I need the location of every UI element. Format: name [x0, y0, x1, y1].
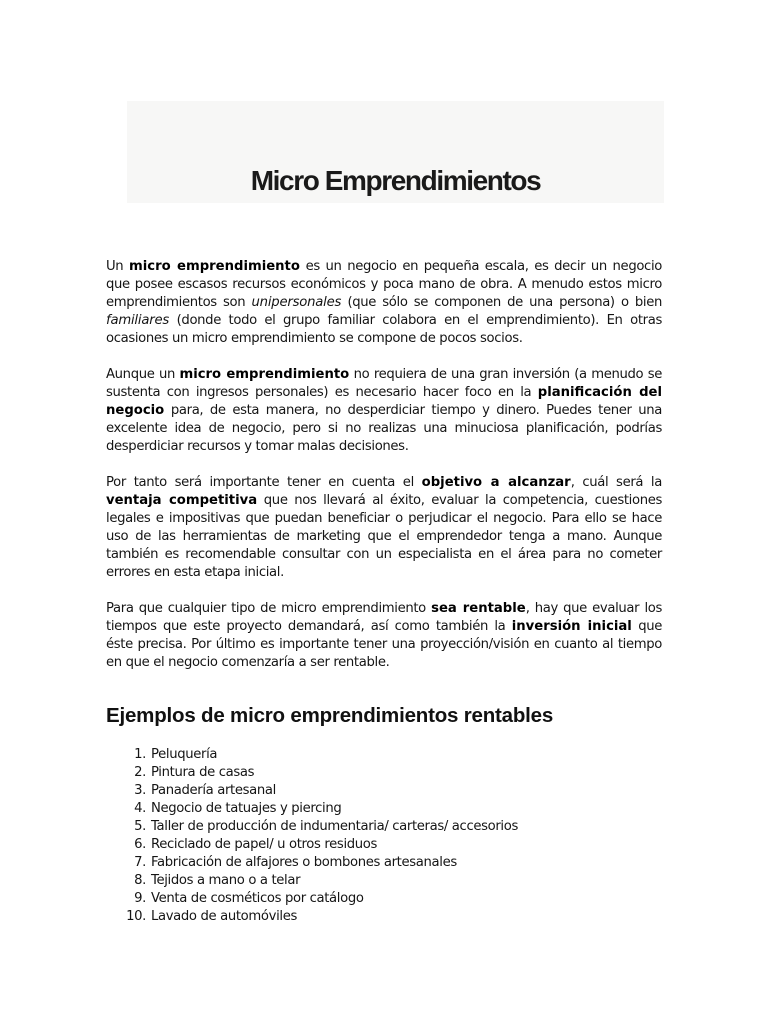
list-number: 9. — [134, 891, 146, 906]
paragraph-objectives — [106, 474, 662, 582]
list-number: 3. — [134, 783, 146, 798]
bold-term: objetivo a alcanzar — [421, 475, 571, 490]
page-title: Micro Emprendimientos — [250, 165, 541, 196]
list-number: 6. — [134, 837, 146, 852]
text-run: Aunque un — [106, 367, 180, 382]
text-run: Un — [106, 259, 129, 274]
list-text: Venta de cosméticos por catálogo — [151, 891, 364, 906]
list-text: Taller de producción de indumentaria/ carteras/ accesorios — [151, 819, 518, 834]
text-run: Por tanto será importante tener en cuenta el — [106, 475, 422, 490]
text-run: que nos llevará al éxito, evaluar la competencia, cuestiones legales e impositivas que puedan beneficiar o perjudicar el negocio. Para ello se hace uso de las herramientas de marketing que el emprendedor tenga a mano. Aunque también es recomendable consultar con un especialista en el área para no cometer errores en esta etapa inicial. — [106, 493, 662, 580]
bold-term: micro emprendimiento — [128, 259, 300, 274]
list-number: 10. — [126, 909, 146, 924]
list-number: 1. — [134, 747, 146, 762]
bold-term: planificación del negocio — [106, 385, 662, 418]
list-number: 8. — [134, 873, 146, 888]
list-text: Pintura de casas — [151, 765, 255, 780]
list-text: Reciclado de papel/ u otros residuos — [151, 837, 378, 852]
section-title: Ejemplos de micro emprendimientos rentables — [106, 704, 554, 727]
text-run: (donde todo el grupo familiar colabora en el emprendimiento). En otras ocasiones un micro emprendimiento se compone de pocos socios. — [106, 313, 662, 346]
list-text: Negocio de tatuajes y piercing — [151, 801, 342, 816]
list-text: Fabricación de alfajores o bombones artesanales — [151, 855, 457, 870]
list-text: Panadería artesanal — [151, 783, 276, 798]
bold-term: micro emprendimiento — [179, 367, 350, 382]
italic-term: unipersonales — [251, 295, 342, 310]
list-number: 4. — [134, 801, 146, 816]
text-run: Para que cualquier tipo de micro emprendimiento — [106, 601, 432, 616]
text-run: , cuál será la — [570, 475, 662, 490]
list-text: Lavado de automóviles — [151, 909, 297, 924]
list-number: 5. — [134, 819, 146, 834]
list-number: 7. — [134, 855, 146, 870]
text-run: no requiera de una gran inversión (a menudo se sustenta con ingresos personales) es necesario hacer foco en la — [106, 367, 662, 400]
text-run: , hay que evaluar los tiempos que este proyecto demandará, así como también la — [106, 601, 662, 634]
paragraph-profitability — [106, 600, 662, 672]
bold-term: sea rentable — [431, 601, 526, 616]
list-text: Tejidos a mano o a telar — [151, 873, 301, 888]
list-number: 2. — [134, 765, 146, 780]
bold-term: inversión inicial — [511, 619, 632, 634]
paragraph-definition — [106, 258, 662, 348]
list-text: Peluquería — [151, 747, 218, 762]
text-run: para, de esta manera, no desperdiciar tiempo y dinero. Puedes tener una excelente idea de negocio, pero si no realizas una minuciosa planificación, podrías desperdiciar recursos y tomar malas decisiones. — [106, 403, 662, 454]
bold-term: ventaja competitiva — [106, 493, 258, 508]
text-run: (que sólo se componen de una persona) o bien — [341, 295, 663, 310]
text-run: es un negocio en pequeña escala, es decir un negocio que posee escasos recursos económicos y poca mano de obra. A menudo estos micro emprendimientos son — [106, 259, 662, 310]
paragraph-planning — [106, 366, 662, 456]
text-run: que éste precisa. Por último es importante tener una proyección/visión en cuanto al tiempo en que el negocio comenzaría a ser rentable. — [106, 619, 662, 670]
italic-term: familiares — [106, 313, 170, 328]
